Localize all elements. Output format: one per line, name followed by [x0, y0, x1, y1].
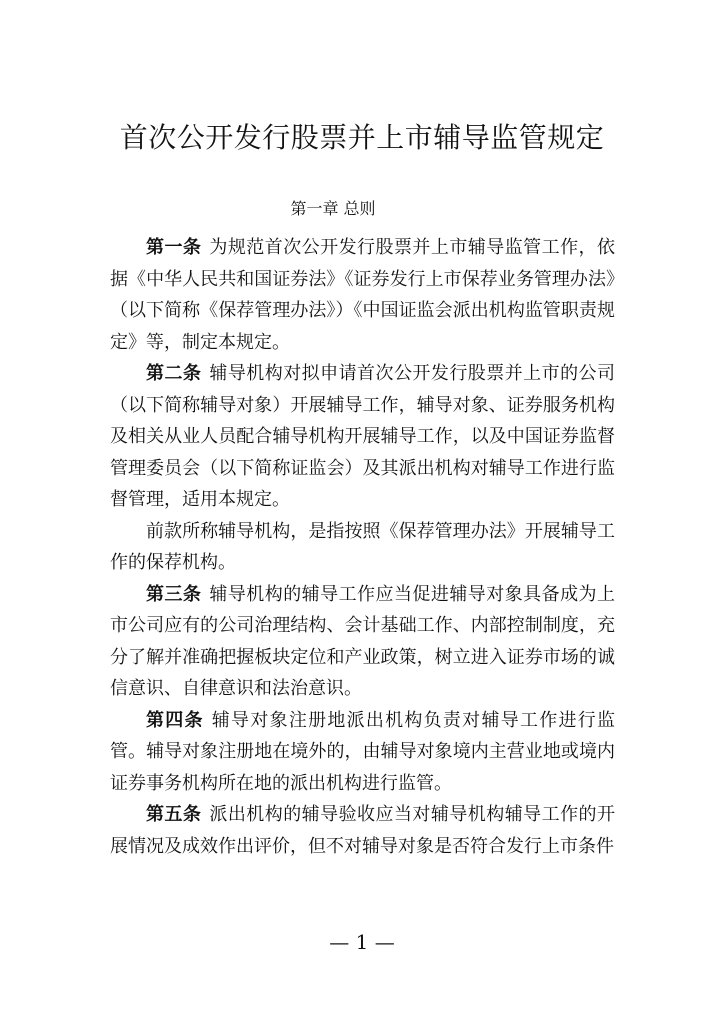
article-label: 第二条 — [146, 363, 202, 384]
article-text: 辅导对象注册地派出机构负责对辅导工作进行监管。辅导对象注册地在境外的，由辅导对象境内主营业地或境内证券事务机构所在地的派出机构进行监管。 — [110, 709, 616, 794]
article-3 — [110, 579, 615, 705]
article-label: 第五条 — [146, 804, 202, 825]
article-4 — [110, 705, 615, 800]
article-text: 派出机构的辅导验收应当对辅导机构辅导工作的开展情况及成效作出评价，但不对辅导对象是否符合发行上市条件 — [110, 804, 615, 857]
article-label: 第四条 — [146, 709, 204, 731]
article-1 — [110, 232, 615, 358]
article-label: 第一条 — [146, 237, 202, 258]
article-2 — [110, 358, 615, 516]
chapter-heading: 第一章 总则 — [290, 199, 376, 218]
article-text: 辅导机构对拟申请首次公开发行股票并上市的公司（以下简称辅导对象）开展辅导工作，辅导对象、证券服务机构及相关从业人员配合辅导机构开展辅导工作，以及中国证券监督管理委员会（以下简称证监会）及其派出机构对辅导工作进行监督管理，适用本规定。 — [110, 363, 615, 510]
article-5 — [110, 799, 615, 862]
article-text: 辅导机构的辅导工作应当促进辅导对象具备成为上市公司应有的公司治理结构、会计基础工作、内部控制制度，充分了解并准确把握板块定位和产业政策，树立进入证券市场的诚信意识、自律意识和法治意识。 — [110, 583, 615, 699]
document-title: 首次公开发行股票并上市辅导监管规定 — [119, 121, 605, 154]
page-number: — 1 — — [329, 930, 395, 954]
article-2-paragraph-2 — [110, 516, 615, 579]
article-label: 第三条 — [146, 583, 202, 605]
paragraph-text: 前款所称辅导机构，是指按照《保荐管理办法》开展辅导工作的保荐机构。 — [110, 520, 615, 573]
article-text: 为规范首次公开发行股票并上市辅导监管工作，依据《中华人民共和国证券法》《证券发行上市保荐业务管理办法》（以下简称《保荐管理办法》）《中国证监会派出机构监管职责规定》等，制定本规定。 — [110, 237, 615, 353]
document-body — [110, 232, 615, 862]
